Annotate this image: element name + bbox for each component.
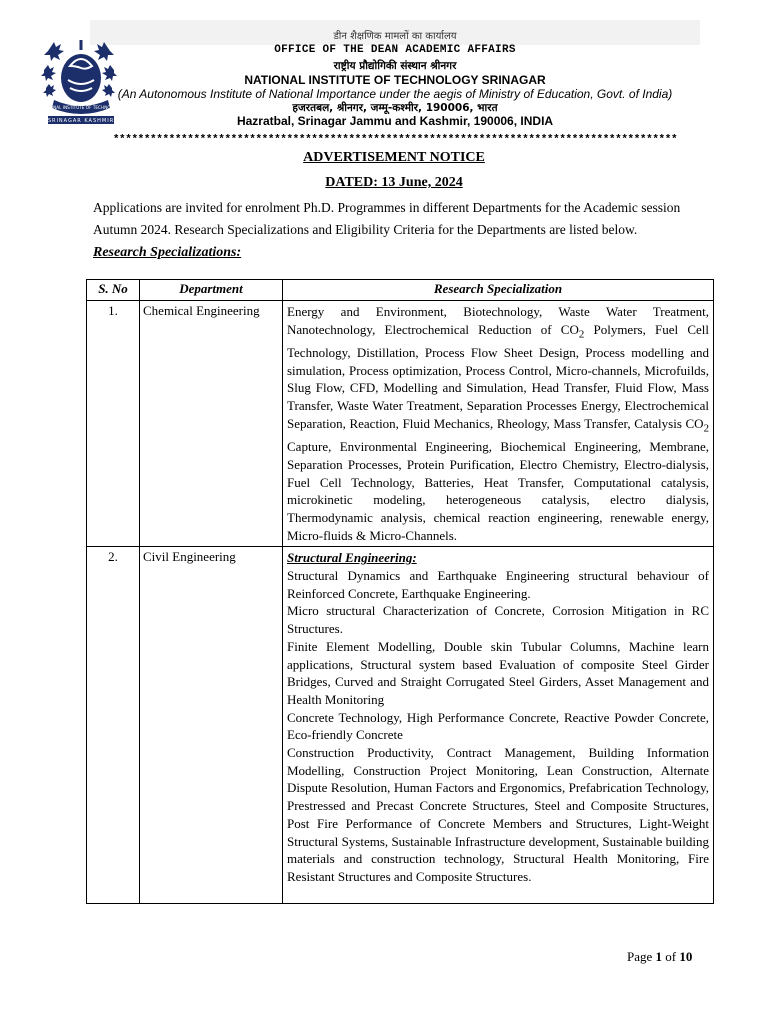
of-word: of (665, 949, 677, 964)
intro-paragraph: Applications are invited for enrolment Ph.D. Programmes in different Departments for the Academic session Autumn 2024. Research Specializations and Eligibility Criteria for the Departments are listed below. (93, 200, 681, 237)
subscript: 2 (578, 328, 585, 341)
notice-date: DATED: 13 June, 2024 (325, 175, 463, 190)
research-text: Energy and Environment, Biotechnology, Waste Water Treatment, Nanotechnology, Electrochemical Reduction of CO (287, 304, 709, 337)
page-footer (627, 949, 692, 965)
svg-text:SRINAGAR KASHMIR: SRINAGAR KASHMIR (47, 118, 115, 124)
page-number: 1 (655, 949, 663, 964)
research-paragraph: Construction Productivity, Contract Management, Building Information Modelling, Construction Project Monitoring, Lean Construction, Alternate Dispute Resolution, Human Factors and Ergonomics, Prefabrication Technology, Prestressed and Precast Concrete Structures, Steel and Composite Structures, Post Fire Performance of Concrete Members and Structures, Light-Weight Structural Systems, Sustainable Infrastructure development, Sustainable building materials and construction technology, Structural Health Monitoring, Fire Resistant Structures and Composite Structures. (287, 745, 709, 884)
row-research (283, 301, 714, 547)
row-department: Chemical Engineering (140, 301, 283, 547)
page-word: Page (627, 949, 653, 964)
research-paragraph: Finite Element Modelling, Double skin Tubular Columns, Machine learn applications, Structural system based Evaluation of composite Steel Girder Bridges, Curved and Straight Corrugated Steel Girders, Asset Management and Health Monitoring (287, 638, 709, 707)
office-title-hindi: डीन शैक्षणिक मामलों का कार्यालय (333, 31, 457, 42)
header-research: Research Specialization (283, 280, 714, 301)
institute-status: (An Autonomous Institute of National Importance under the aegis of Ministry of Education, Govt. of India) (117, 87, 673, 101)
research-text: Capture, Environmental Engineering, Biochemical Engineering, Membrane, Separation Processes, Protein Purification, Electro Chemistry, Electro-dialysis, Fuel Cell Technology, Batteries, Heat Transfer, Computational catalysis, microkinetic modeling, heterogeneous catalysis, electro dialysis, Thermodynamic analysis, chemical reaction engineering, renewable energy, Micro-fluids & Micro-Channels. (287, 439, 709, 543)
row-sno: 2. (87, 547, 140, 904)
research-subheading: Structural Engineering: (287, 550, 417, 566)
research-paragraph: Concrete Technology, High Performance Concrete, Reactive Powder Concrete, Eco-friendly Concrete (287, 709, 709, 743)
header-department: Department (140, 280, 283, 301)
research-specialization-table (86, 279, 714, 904)
subscript: 2 (703, 422, 709, 435)
research-paragraph: Micro structural Characterization of Concrete, Corrosion Mitigation in RC Structures. (287, 603, 709, 637)
svg-text:NATIONAL INSTITUTE OF TECHNOLO: NATIONAL INSTITUTE OF TECHNOLOGY (40, 105, 122, 110)
address: Hazratbal, Srinagar Jammu and Kashmir, 190006, INDIA (236, 114, 554, 128)
table-row (87, 547, 714, 904)
address-hindi: हजरतबल, श्रीनगर, जम्मू-कश्मीर, 190006, भारत (292, 102, 498, 114)
office-title: OFFICE OF THE DEAN ACADEMIC AFFAIRS (274, 44, 516, 56)
notice-title: ADVERTISEMENT NOTICE (303, 150, 485, 165)
section-heading: Research Specializations: (93, 245, 242, 260)
research-text: Polymers, Fuel Cell Technology, Distillation, Process Flow Sheet Design, Process modelling and simulation, Process optimization, Process Control, Micro-channels, Microfuilds, Slug Flow, CFD, Modelling and Simulation, Head Transfer, Fluid Flow, Mass Transfer, Waste Water Treatment, Separation Processes Energy, Electrochemical Separation, Reaction, Fluid Mechanics, Rheology, Mass Transfer, Catalysis CO (287, 321, 709, 431)
research-paragraph: Structural Dynamics and Earthquake Engineering structural behaviour of Reinforced Concrete, Earthquake Engineering. (287, 568, 709, 601)
table-header-row (87, 280, 714, 301)
row-research (283, 547, 714, 904)
row-sno: 1. (87, 301, 140, 547)
table-row (87, 301, 714, 547)
institute-logo (40, 36, 122, 126)
separator-line: ******************************************************************************************* (112, 134, 678, 146)
institute-name: NATIONAL INSTITUTE OF TECHNOLOGY SRINAGAR (244, 73, 546, 87)
institute-name-hindi: राष्ट्रीय प्रौद्योगिकी संस्थान श्रीनगर (333, 60, 457, 72)
header-sno: S. No (87, 280, 140, 301)
row-department: Civil Engineering (140, 547, 283, 904)
total-pages: 10 (679, 949, 693, 964)
